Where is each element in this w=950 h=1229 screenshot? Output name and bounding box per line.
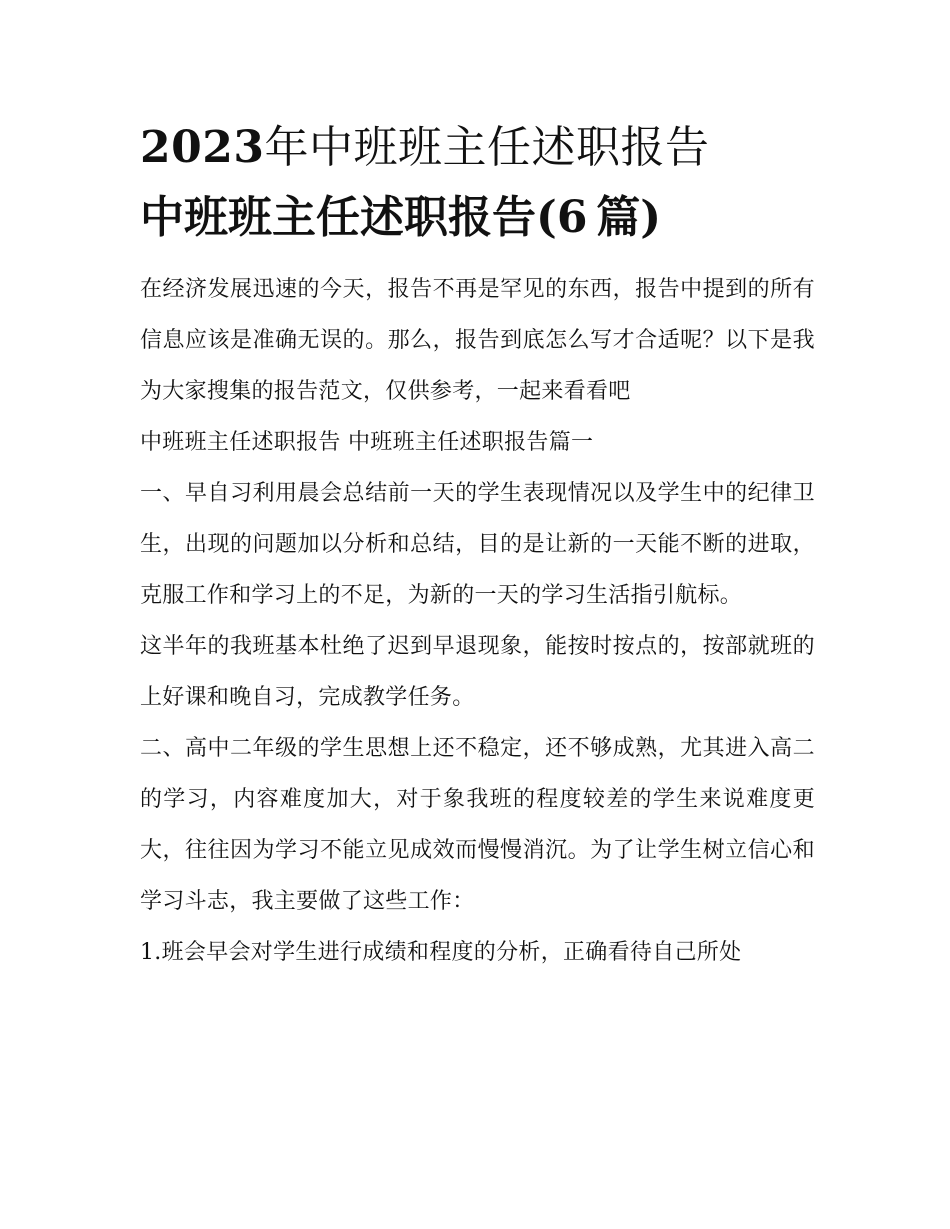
document-content — [140, 118, 815, 978]
paragraph-result: 这半年的我班基本杜绝了迟到早退现象，能按时按点的，按部就班的上好课和晚自习，完成教学任务。 — [140, 634, 815, 710]
subtitle-tail: 篇) — [596, 192, 662, 243]
title-year: 2023 — [140, 122, 265, 173]
document-subtitle — [140, 188, 815, 248]
paragraph-section-heading: 中班班主任述职报告 中班班主任述职报告篇一 — [140, 430, 594, 455]
subtitle-text: 中班班主任述职报告 — [140, 192, 536, 243]
paragraph-item-two: 二、高中二年级的学生思想上还不稳定，还不够成熟，尤其进入高二的学习，内容难度加大，对于象我班的程度较差的学生来说难度更大，往往因为学习不能立见成效而慢慢消沉。为了让学生树立信心和学习斗志，我主要做了这些工作： — [140, 736, 815, 914]
paragraph-intro: 在经济发展迅速的今天，报告不再是罕见的东西，报告中提到的所有信息应该是准确无误的。那么，报告到底怎么写才合适呢？以下是我为大家搜集的报告范文，仅供参考，一起来看看吧 — [140, 277, 815, 404]
document-title — [140, 118, 815, 178]
paragraph-item-one: 一、早自习利用晨会总结前一天的学生表现情况以及学生中的纪律卫生，出现的问题加以分析和总结，目的是让新的一天能不断的进取，克服工作和学习上的不足，为新的一天的学习生活指引航标。 — [140, 481, 815, 608]
document-body — [140, 264, 815, 978]
paragraph-subitem-one: 1.班会早会对学生进行成绩和程度的分析，正确看待自己所处 — [140, 940, 742, 965]
title-text: 年中班班主任述职报告 — [264, 122, 710, 173]
subtitle-count: (6 — [536, 192, 588, 243]
